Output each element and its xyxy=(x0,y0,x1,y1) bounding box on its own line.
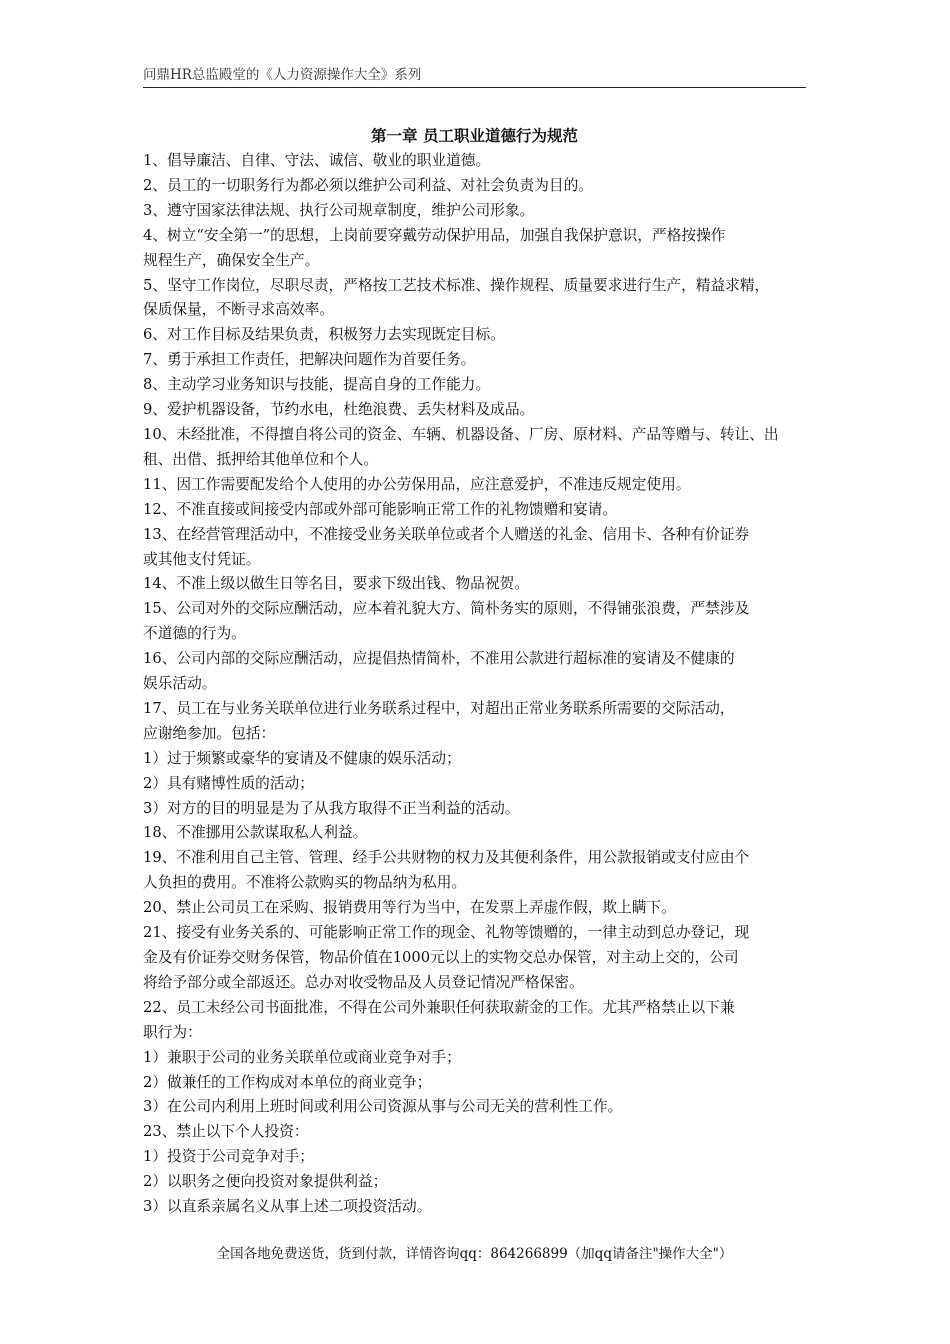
paragraph-line: 23、禁止以下个人投资： xyxy=(143,1123,309,1141)
paragraph-line: 1）兼职于公司的业务关联单位或商业竞争对手； xyxy=(143,1048,461,1066)
paragraph xyxy=(143,1170,815,1195)
paragraph-line: 规程生产，确保安全生产。 xyxy=(143,251,320,269)
paragraph-line: 18、不准挪用公款谋取私人利益。 xyxy=(143,824,368,842)
paragraph xyxy=(143,149,815,174)
paragraph xyxy=(143,572,815,597)
paragraph-line: 11、因工作需要配发给个人使用的办公劳保用品，应注意爱护，不准违反规定使用。 xyxy=(143,475,691,493)
paragraph xyxy=(143,373,815,398)
paragraph xyxy=(143,274,815,324)
paragraph-line: 16、公司内部的交际应酬活动，应提倡热情简朴，不准用公款进行超标准的宴请及不健康的 xyxy=(143,650,735,668)
paragraph-line: 或其他支付凭证。 xyxy=(143,550,261,568)
paragraph-line: 不道德的行为。 xyxy=(143,625,246,643)
paragraph xyxy=(143,174,815,199)
paragraph-line: 2）以职务之便向投资对象提供利益； xyxy=(143,1173,388,1191)
paragraph-line: 8、主动学习业务知识与技能，提高自身的工作能力。 xyxy=(143,376,491,394)
paragraph xyxy=(143,1120,815,1145)
paragraph xyxy=(143,1071,815,1096)
paragraph-line: 12、不准直接或间接受内部或外部可能影响正常工作的礼物馈赠和宴请。 xyxy=(143,500,618,518)
chapter-title: 第一章 员工职业道德行为规范 xyxy=(371,126,578,145)
paragraph-line: 人负担的费用。不准将公款购买的物品纳为私用。 xyxy=(143,874,467,892)
paragraph-line: 22、员工未经公司书面批准，不得在公司外兼职任何获取薪金的工作。尤其严格禁止以下兼 xyxy=(143,998,735,1016)
paragraph-line: 13、在经营管理活动中，不准接受业务关联单位或者个人赠送的礼金、信用卡、各种有价证券 xyxy=(143,525,750,543)
paragraph-line: 保质保量，不断寻求高效率。 xyxy=(143,301,334,319)
paragraph xyxy=(143,1046,815,1071)
paragraph-line: 应谢绝参加。包括： xyxy=(143,724,276,742)
paragraph-line: 1、倡导廉洁、自律、守法、诚信、敬业的职业道德。 xyxy=(143,152,491,169)
paragraph xyxy=(143,697,815,747)
paragraph xyxy=(143,348,815,373)
paragraph xyxy=(143,921,815,996)
paragraph xyxy=(143,772,815,797)
paragraph-line: 7、勇于承担工作责任，把解决问题作为首要任务。 xyxy=(143,351,476,369)
paragraph-line: 3）在公司内利用上班时间或利用公司资源从事与公司无关的营利性工作。 xyxy=(143,1098,623,1116)
paragraph xyxy=(143,996,815,1046)
paragraph-line: 娱乐活动。 xyxy=(143,675,217,693)
paragraph xyxy=(143,498,815,523)
paragraph-line: 1）过于频繁或豪华的宴请及不健康的娱乐活动； xyxy=(143,749,461,767)
paragraph xyxy=(143,523,815,573)
paragraph-line: 10、未经批准，不得擅自将公司的资金、车辆、机器设备、厂房、原材料、产品等赠与、转让、出 xyxy=(143,425,779,443)
paragraph xyxy=(143,896,815,921)
paragraph-line: 19、不准利用自己主管、管理、经手公共财物的权力及其便利条件，用公款报销或支付应由个 xyxy=(143,849,750,867)
paragraph-line: 3、遵守国家法律法规、执行公司规章制度，维护公司形象。 xyxy=(143,201,535,219)
paragraph-line: 将给予部分或全部返还。总办对收受物品及人员登记情况严格保密。 xyxy=(143,973,584,991)
paragraph-line: 9、爱护机器设备，节约水电，杜绝浪费、丢失材料及成品。 xyxy=(143,401,535,419)
paragraph-line: 2）具有赌博性质的活动； xyxy=(143,774,314,792)
paragraph-line: 3）以直系亲属名义从事上述二项投资活动。 xyxy=(143,1198,432,1216)
paragraph-line: 5、坚守工作岗位，尽职尽责，严格按工艺技术标准、操作规程、质量要求进行生产，精益求精， xyxy=(143,276,770,294)
paragraph xyxy=(143,1095,815,1120)
paragraph-line: 租、出借、抵押给其他单位和个人。 xyxy=(143,450,379,468)
page-footer xyxy=(143,1245,806,1263)
paragraph xyxy=(143,224,815,274)
paragraph-line: 2、员工的一切职务行为都必须以维护公司利益、对社会负责为目的。 xyxy=(143,176,593,194)
paragraph xyxy=(143,473,815,498)
page-header xyxy=(143,66,806,88)
paragraph xyxy=(143,199,815,224)
paragraph xyxy=(143,846,815,896)
paragraph xyxy=(143,821,815,846)
paragraph-line: 2）做兼任的工作构成对本单位的商业竞争； xyxy=(143,1073,432,1091)
paragraph-line: 6、对工作目标及结果负责，积极努力去实现既定目标。 xyxy=(143,326,505,344)
paragraph-line: 20、禁止公司员工在采购、报销费用等行为当中，在发票上弄虚作假，欺上瞒下。 xyxy=(143,899,676,917)
paragraph xyxy=(143,423,815,473)
paragraph-line: 1）投资于公司竞争对手； xyxy=(143,1148,314,1166)
paragraph xyxy=(143,398,815,423)
paragraph-line: 金及有价证券交财务保管，物品价值在1000元以上的实物交总办保管，对主动上交的，公司 xyxy=(143,949,739,966)
paragraph xyxy=(143,323,815,348)
paragraph-line: 21、接受有业务关系的、可能影响正常工作的现金、礼物等馈赠的，一律主动到总办登记，现 xyxy=(143,924,750,942)
paragraph-line: 4、树立“安全第一”的思想，上岗前要穿戴劳动保护用品，加强自我保护意识，严格按操作 xyxy=(143,226,726,244)
paragraph xyxy=(143,597,815,647)
paragraph-line: 职行为： xyxy=(143,1023,202,1041)
footer-text: 全国各地免费送货，货到付款，详情咨询qq：864266899（加qq请备注"操作大全"） xyxy=(216,1246,733,1262)
paragraph xyxy=(143,647,815,697)
paragraph xyxy=(143,1145,815,1170)
document-body xyxy=(143,149,815,1220)
paragraph xyxy=(143,797,815,822)
paragraph-line: 3）对方的目的明显是为了从我方取得不正当利益的活动。 xyxy=(143,799,520,817)
header-text: 问鼎HR总监殿堂的《人力资源操作大全》系列 xyxy=(143,67,422,83)
paragraph-line: 15、公司对外的交际应酬活动，应本着礼貌大方、简朴务实的原则，不得铺张浪费，严禁涉及 xyxy=(143,600,750,618)
paragraph-line: 17、员工在与业务关联单位进行业务联系过程中，对超出正常业务联系所需要的交际活动， xyxy=(143,699,735,717)
paragraph xyxy=(143,747,815,772)
paragraph-line: 14、不准上级以做生日等名目，要求下级出钱、物品祝贺。 xyxy=(143,575,529,593)
paragraph xyxy=(143,1195,815,1220)
